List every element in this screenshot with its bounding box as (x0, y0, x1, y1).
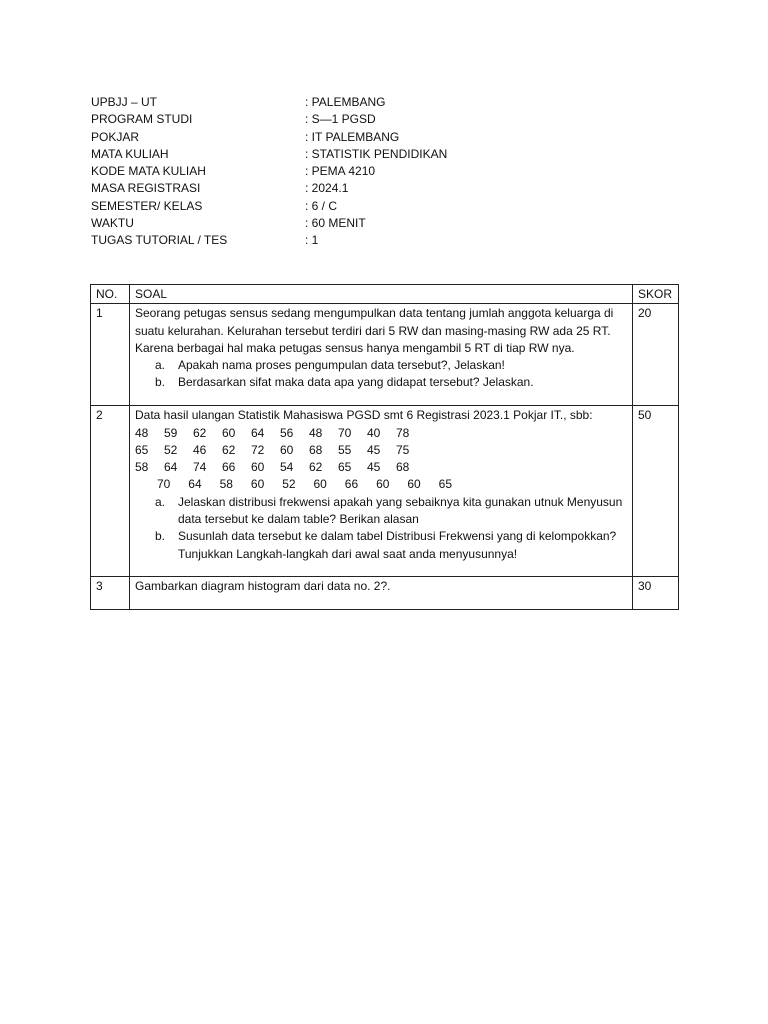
header-label: TUGAS TUTORIAL / TES (91, 233, 228, 248)
header-label: MATA KULIAH (91, 146, 169, 161)
header-row-waktu (91, 215, 651, 232)
question-score: 30 (633, 577, 679, 610)
sub-question-text: Jelaskan distribusi frekwensi apakah yang sebaiknya kita gunakan utnuk Menyusun data tersebut ke dalam table? Berikan alasan (178, 494, 623, 527)
data-value: 60 (250, 477, 265, 492)
data-value: 75 (396, 442, 410, 457)
header-value: : PEMA 4210 (305, 164, 376, 179)
table-row-question-3 (91, 577, 679, 610)
question-number: 1 (91, 304, 130, 406)
data-value: 64 (251, 425, 265, 440)
column-header-soal: SOAL (130, 285, 633, 304)
data-value: 60 (407, 477, 421, 492)
data-value: 78 (396, 425, 410, 440)
sub-question-text: Berdasarkan sifat maka data apa yang didapat tersebut? Jelaskan. (178, 375, 534, 390)
data-value: 72 (251, 442, 265, 457)
question-content (130, 406, 633, 577)
data-value: 46 (193, 442, 207, 457)
header-value: : STATISTIK PENDIDIKAN (305, 146, 448, 161)
table-row-question-2 (91, 406, 679, 577)
question-number: 3 (91, 577, 130, 610)
header-value: : S—1 PGSD (305, 112, 376, 127)
sub-question-a (155, 357, 627, 374)
header-label: SEMESTER/ KELAS (91, 198, 203, 213)
header-value: : PALEMBANG (305, 95, 386, 109)
question-score: 50 (633, 406, 679, 577)
question-text: Data hasil ulangan Statistik Mahasiswa PGSD smt 6 Registrasi 2023.1 Pokjar IT., sbb: (135, 408, 593, 423)
data-value: 58 (219, 477, 233, 492)
data-value: 66 (222, 460, 236, 475)
data-value: 40 (367, 425, 381, 440)
question-content (130, 304, 633, 406)
sub-question-text: Apakah nama proses pengumpulan data tersebut?, Jelaskan! (178, 358, 505, 373)
header-row-pokjar (91, 129, 651, 146)
header-label: UPBJJ – UT (91, 95, 158, 109)
data-value: 48 (135, 425, 149, 440)
data-value: 65 (338, 460, 352, 475)
data-value: 62 (309, 460, 323, 475)
question-table (90, 284, 679, 610)
data-value: 65 (438, 477, 453, 492)
sub-question-text: Susunlah data tersebut ke dalam tabel Distribusi Frekwensi yang di kelompokkan? Tunjukkan Langkah-langkah dari awal saat anda menyusunnya! (178, 529, 617, 561)
data-value: 45 (367, 442, 381, 457)
header-value: : 1 (305, 233, 319, 248)
sub-question-b (155, 374, 627, 391)
header-label: WAKTU (91, 216, 134, 231)
data-row-1 (135, 425, 627, 442)
table-row-question-1 (91, 304, 679, 406)
header-label: POKJAR (91, 129, 140, 144)
question-text: Gambarkan diagram histogram dari data no. 2?. (135, 579, 391, 594)
question-score: 20 (633, 304, 679, 406)
header-row-masa-registrasi (91, 180, 651, 197)
data-value: 56 (280, 425, 294, 440)
data-value: 60 (313, 477, 327, 492)
header-row-tugas-tutorial (91, 232, 651, 249)
question-content (130, 577, 633, 610)
data-value: 64 (164, 460, 178, 475)
header-value: : 2024.1 (305, 181, 349, 196)
header-info (91, 94, 651, 250)
data-value: 60 (251, 460, 265, 475)
sub-question-marker: b. (155, 529, 166, 544)
sub-question-a (155, 494, 627, 529)
header-value: : IT PALEMBANG (305, 129, 400, 144)
data-value: 62 (193, 425, 207, 440)
header-label: MASA REGISTRASI (91, 181, 201, 196)
data-value: 68 (309, 442, 323, 457)
data-value: 48 (309, 425, 323, 440)
header-row-semester-kelas (91, 198, 651, 215)
column-header-no: NO. (91, 285, 130, 304)
data-value: 58 (135, 460, 149, 475)
header-row-program-studi (91, 111, 651, 128)
data-value: 60 (376, 477, 390, 492)
data-value: 52 (282, 477, 296, 492)
data-value: 54 (280, 460, 294, 475)
data-row-2 (135, 442, 627, 459)
sub-question-marker: a. (155, 358, 166, 373)
data-value: 70 (338, 425, 352, 440)
data-value: 60 (280, 442, 294, 457)
data-value: 60 (222, 425, 236, 440)
data-value: 52 (164, 442, 178, 457)
data-value: 65 (135, 442, 149, 457)
sub-question-marker: b. (155, 375, 166, 390)
header-row-kode-mata-kuliah (91, 163, 651, 180)
header-label: PROGRAM STUDI (91, 112, 193, 127)
data-value: 66 (344, 477, 359, 492)
sub-question-marker: a. (155, 494, 166, 509)
data-value: 74 (193, 460, 207, 475)
table-header-row (91, 285, 679, 304)
data-value: 70 (157, 477, 171, 492)
header-row-upbjj (91, 94, 651, 111)
header-row-mata-kuliah (91, 146, 651, 163)
sub-question-b (155, 528, 627, 563)
header-value: : 60 MENIT (305, 216, 366, 231)
data-value: 64 (188, 477, 202, 492)
data-row-4 (135, 476, 627, 493)
data-value: 55 (338, 442, 352, 457)
header-label: KODE MATA KULIAH (91, 164, 206, 179)
data-value: 45 (367, 460, 381, 475)
question-number: 2 (91, 406, 130, 577)
data-value: 59 (164, 425, 178, 440)
data-value: 68 (396, 460, 410, 475)
question-text: Seorang petugas sensus sedang mengumpulkan data tentang jumlah anggota keluarga di suatu kelurahan. Kelurahan tersebut terdiri dari 5 RW dan masing-masing RW ada 25 RT. Karena berbagai hal maka petugas sensus hanya mengambil 5 RT di tiap RW nya. (135, 306, 614, 355)
data-row-3 (135, 459, 627, 476)
header-value: : 6 / C (305, 198, 338, 213)
column-header-skor: SKOR (633, 285, 679, 304)
data-value: 62 (222, 442, 236, 457)
